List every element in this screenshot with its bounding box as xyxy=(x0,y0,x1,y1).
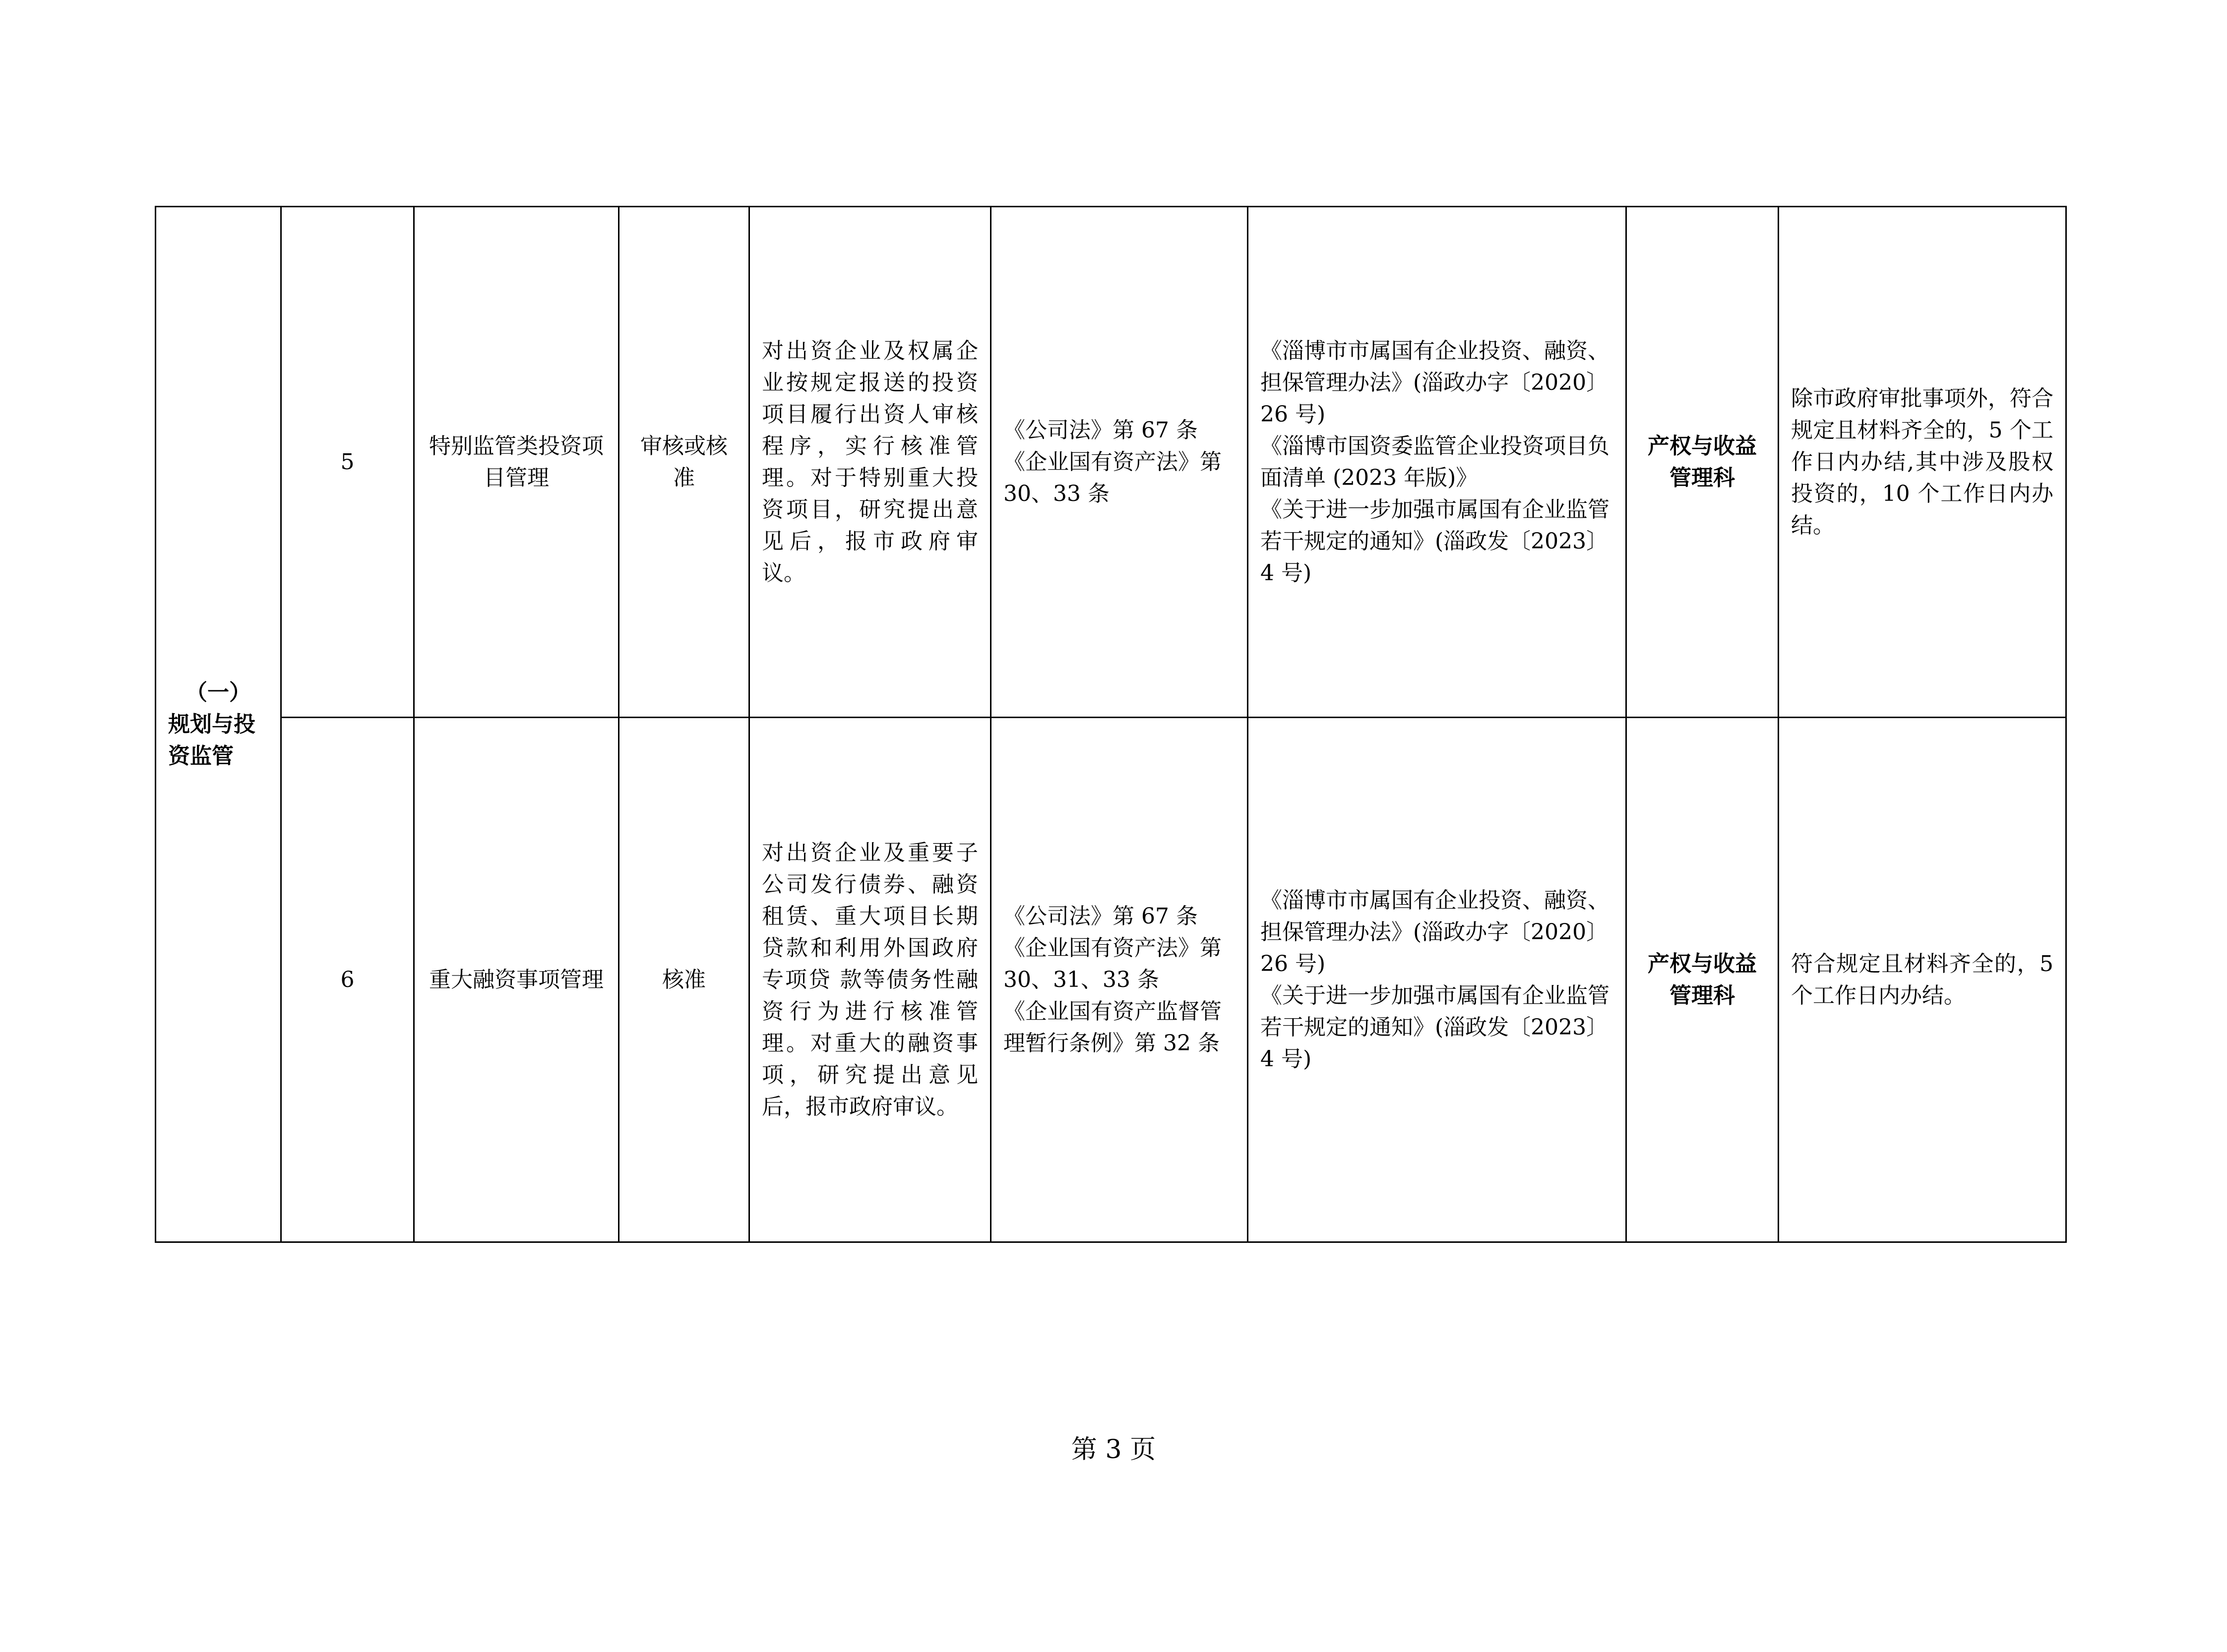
legal-basis-line: 《企业国有资产法》第 30、31、33 条 xyxy=(1003,935,1222,992)
legal-basis-line: 《企业国有资产法》第 30、33 条 xyxy=(1003,449,1222,506)
content-cell: 对出资企业及权属企业按规定报送的投资项目履行出资人审核程序，实行核准管理。对于特别重大投资项目，研究提出意见后，报市政府审议。 xyxy=(749,207,991,718)
policy-basis-line: 《关于进一步加强市属国有企业监管若干规定的通知》(淄政发〔2023〕4 号) xyxy=(1260,982,1609,1072)
time-limit-cell: 符合规定且材料齐全的，5 个工作日内办结。 xyxy=(1779,718,2066,1242)
page-number: 第 3 页 xyxy=(1071,1435,1156,1465)
category-name: 规划与投资监管 xyxy=(168,711,255,769)
policy-basis-line: 《淄博市国资委监管企业投资项目负面清单 (2023 年版)》 xyxy=(1260,433,1609,490)
seq-cell: 5 xyxy=(281,207,414,718)
table-row xyxy=(156,207,2066,718)
legal-basis-cell xyxy=(991,207,1248,718)
legal-basis-line: 《公司法》第 67 条 xyxy=(1003,417,1198,443)
authority-list-table xyxy=(155,206,2067,1243)
table-row xyxy=(156,718,2066,1242)
policy-basis-cell xyxy=(1248,207,1626,718)
legal-basis-line: 《公司法》第 67 条 xyxy=(1003,903,1198,929)
item-name-cell: 特别监管类投资项目管理 xyxy=(414,207,619,718)
policy-basis-line: 《关于进一步加强市属国有企业监管若干规定的通知》(淄政发〔2023〕4 号) xyxy=(1260,496,1609,586)
category-number: （一） xyxy=(186,679,251,705)
content-cell: 对出资企业及重要子公司发行债券、融资租赁、重大项目长期贷款和利用外国政府专项贷 款等债务性融资行为进行核准管理。对重大的融资事项，研究提出意见后，报市政府审议。 xyxy=(749,718,991,1242)
department-cell: 产权与收益管理科 xyxy=(1626,207,1779,718)
legal-basis-line: 《企业国有资产监督管理暂行条例》第 32 条 xyxy=(1003,998,1222,1056)
policy-basis-cell xyxy=(1248,718,1626,1242)
type-cell: 审核或核准 xyxy=(619,207,749,718)
item-name-cell: 重大融资事项管理 xyxy=(414,718,619,1242)
category-cell xyxy=(156,207,281,1242)
policy-basis-line: 《淄博市市属国有企业投资、融资、担保管理办法》(淄政办字〔2020〕26 号) xyxy=(1260,338,1609,427)
seq-cell: 6 xyxy=(281,718,414,1242)
policy-basis-line: 《淄博市市属国有企业投资、融资、担保管理办法》(淄政办字〔2020〕26 号) xyxy=(1260,887,1609,977)
type-cell: 核准 xyxy=(619,718,749,1242)
department-cell: 产权与收益管理科 xyxy=(1626,718,1779,1242)
legal-basis-cell xyxy=(991,718,1248,1242)
time-limit-cell: 除市政府审批事项外，符合规定且材料齐全的，5 个工作日内办结,其中涉及股权投资的，10 个工作日内办结。 xyxy=(1779,207,2066,718)
